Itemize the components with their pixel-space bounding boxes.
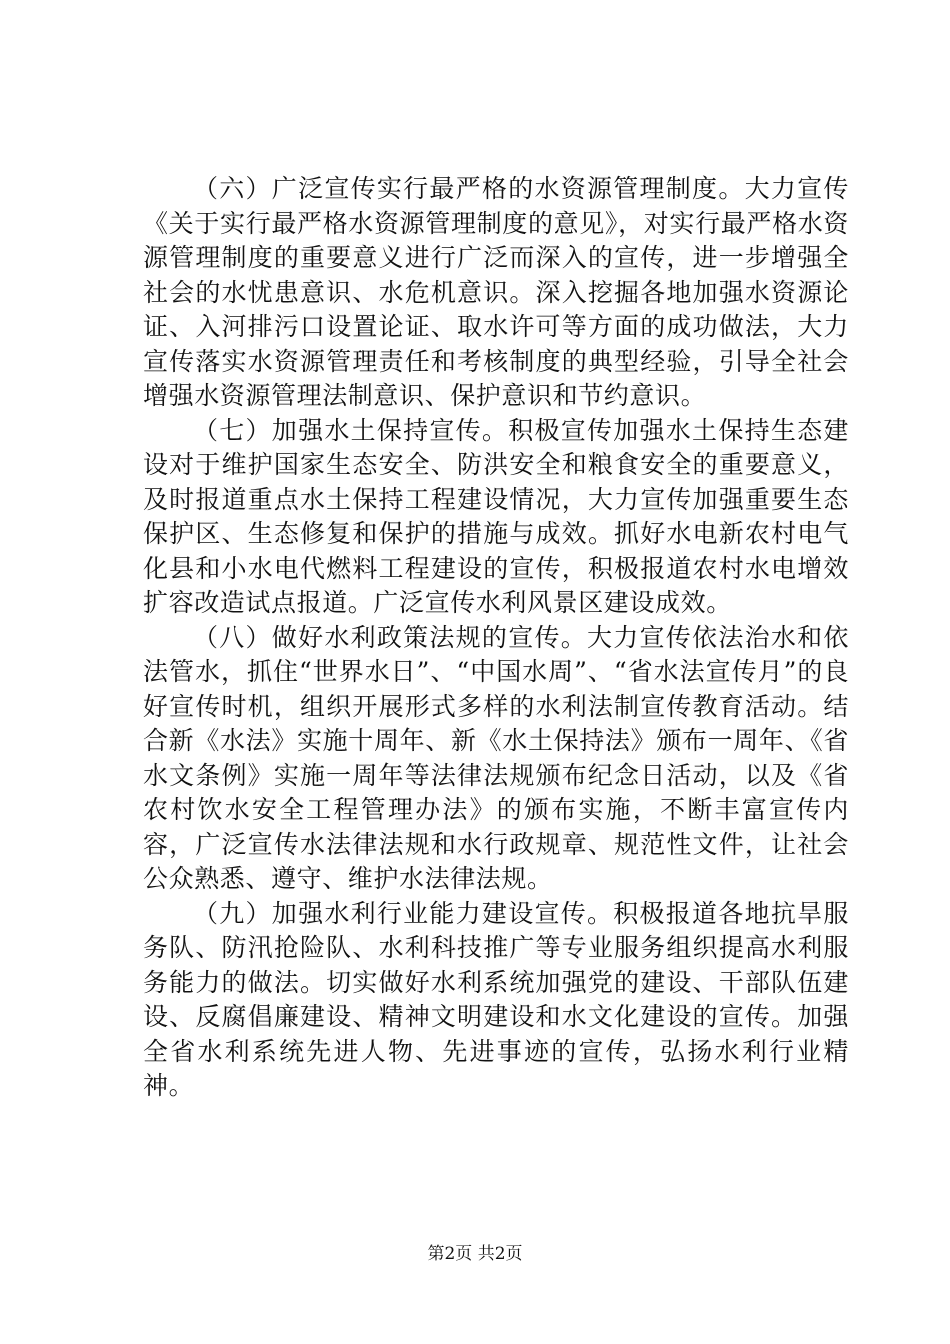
paragraph-9: （九）加强水利行业能力建设宣传。积极报道各地抗旱服务队、防汛抢险队、水利科技推广等专业服务组织提高水利服务能力的做法。切实做好水利系统加强党的建设、干部队伍建设、反腐倡廉建设、精神文明建设和水文化建设的宣传。加强全省水利系统先进人物、先进事迹的宣传，弘扬水利行业精神。	[143, 898, 849, 1100]
paragraph-7: （七）加强水土保持宣传。积极宣传加强水土保持生态建设对于维护国家生态安全、防洪安全和粮食安全的重要意义，及时报道重点水土保持工程建设情况，大力宣传加强重要生态保护区、生态修复和保护的措施与成效。抓好水电新农村电气化县和小水电代燃料工程建设的宣传，积极报道农村水电增效扩容改造试点报道。广泛宣传水利风景区建设成效。	[143, 415, 849, 617]
document-body	[143, 172, 849, 1104]
page-number-footer: 第2页 共2页	[427, 1244, 523, 1264]
paragraph-8: （八）做好水利政策法规的宣传。大力宣传依法治水和依法管水，抓住“世界水日”、“中国水周”、“省水法宣传月”的良好宣传时机，组织开展形式多样的水利法制宣传教育活动。结合新《水法》实施十周年、新《水土保持法》颁布一周年、《省水文条例》实施一周年等法律法规颁布纪念日活动，以及《省农村饮水安全工程管理办法》的颁布实施，不断丰富宣传内容，广泛宣传水法律法规和水行政规章、规范性文件，让社会公众熟悉、遵守、维护水法律法规。	[143, 622, 849, 893]
paragraph-6: （六）广泛宣传实行最严格的水资源管理制度。大力宣传《关于实行最严格水资源管理制度的意见》，对实行最严格水资源管理制度的重要意义进行广泛而深入的宣传，进一步增强全社会的水忧患意识、水危机意识。深入挖掘各地加强水资源论证、入河排污口设置论证、取水许可等方面的成功做法，大力宣传落实水资源管理责任和考核制度的典型经验，引导全社会增强水资源管理法制意识、保护意识和节约意识。	[143, 174, 849, 410]
